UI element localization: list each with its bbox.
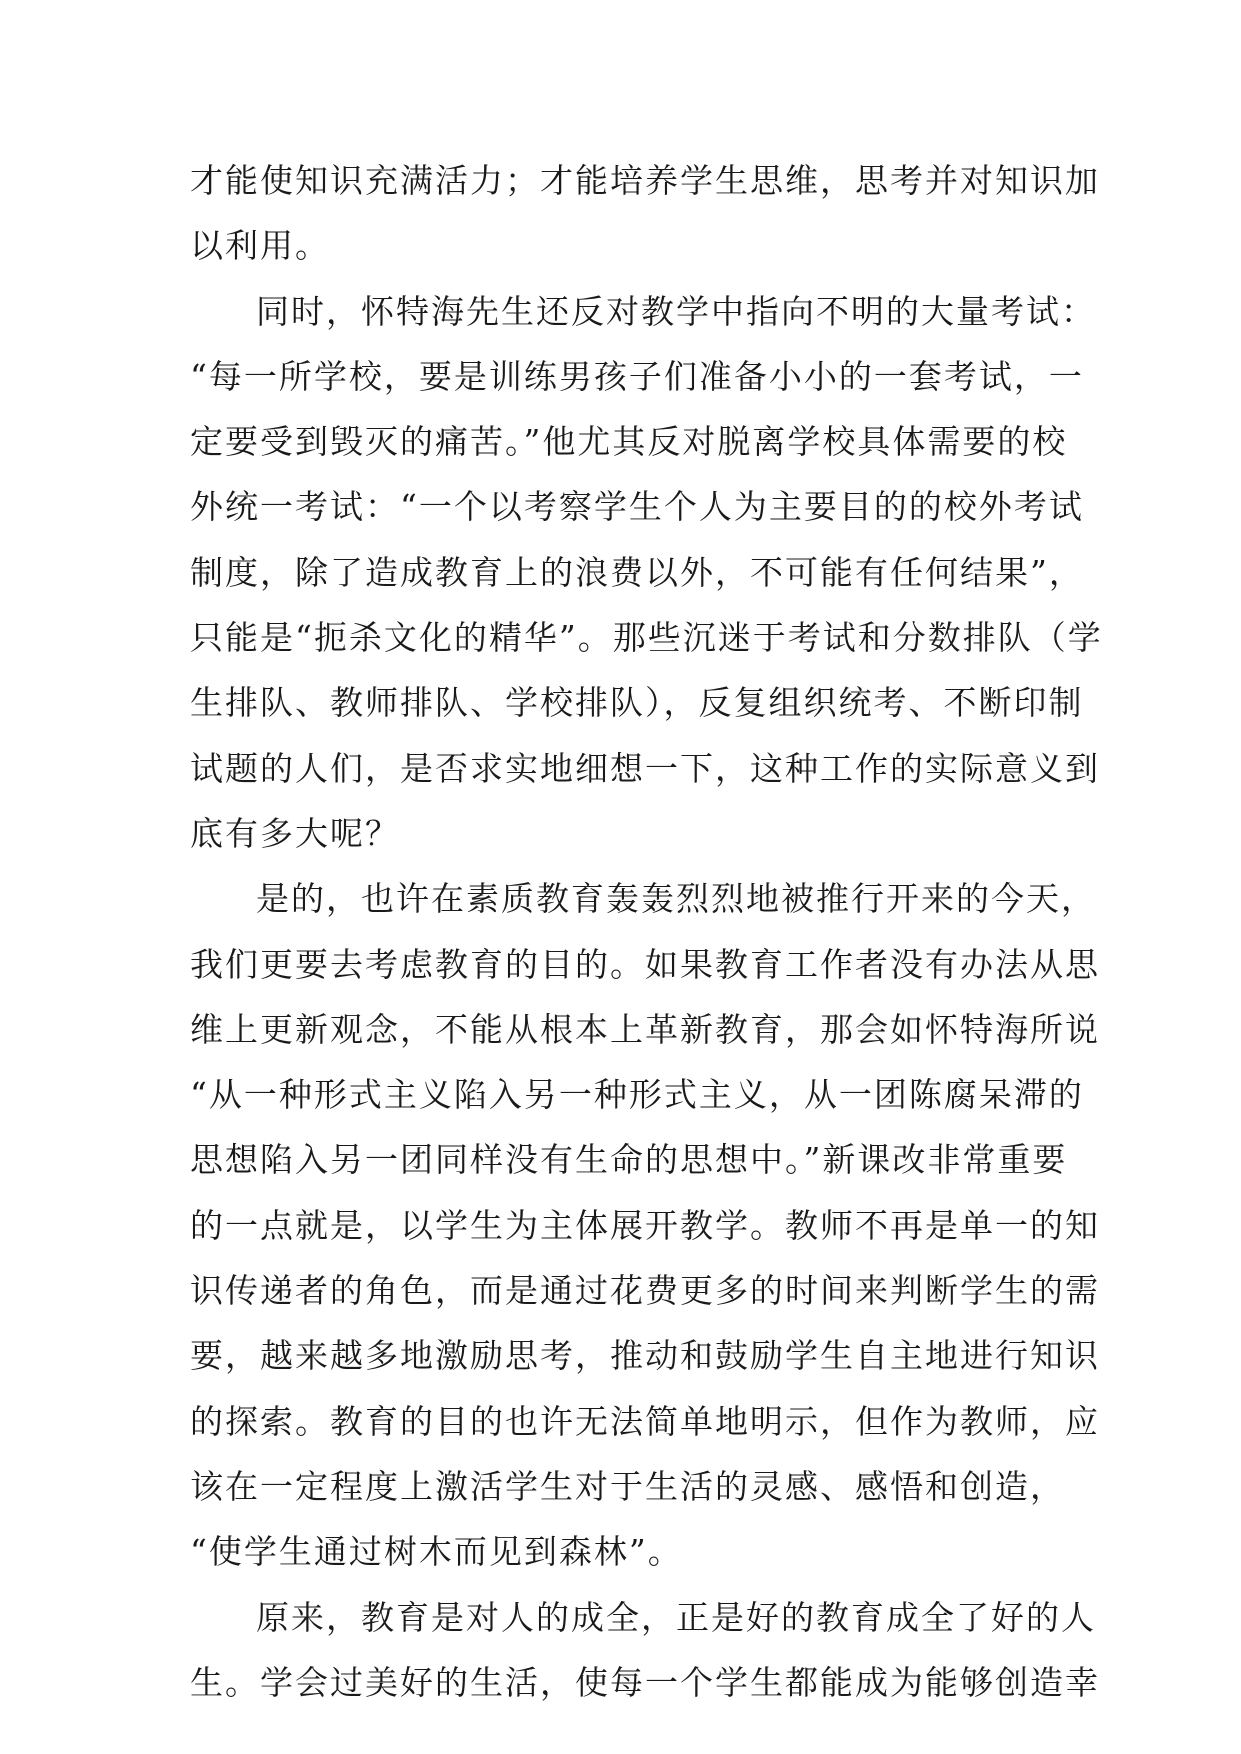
text-line: 才能使知识充满活力；才能培养学生思维，思考并对知识加	[190, 161, 1100, 200]
text-line: 底有多大呢？	[190, 813, 400, 853]
text-line: 的一点就是，以学生为主体展开教学。教师不再是单一的知	[190, 1205, 1100, 1245]
text-line: 定要受到毁灭的痛苦。”他尤其反对脱离学校具体需要的校	[190, 422, 1068, 462]
paragraph-start-line: 同时，怀特海先生还反对教学中指向不明的大量考试：	[256, 291, 1096, 331]
body-text	[190, 148, 1103, 1715]
text-line: 维上更新观念，不能从根本上革新教育，那会如怀特海所说	[190, 1009, 1100, 1049]
text-line: 生。学会过美好的生活，使每一个学生都能成为能够创造幸	[190, 1662, 1100, 1702]
text-line: 该在一定程度上激活学生对于生活的灵感、感悟和创造，	[190, 1466, 1065, 1506]
text-line: “从一种形式主义陷入另一种形式主义，从一团陈腐呆滞的	[190, 1075, 1084, 1115]
text-line: “每一所学校，要是训练男孩子们准备小小的一套考试，一	[190, 356, 1084, 396]
text-line: 只能是“扼杀文化的精华”。那些沉迷于考试和分数排队（学	[190, 618, 1103, 658]
paragraph-start-line: 原来，教育是对人的成全，正是好的教育成全了好的人	[256, 1597, 1096, 1637]
paragraph-start-line: 是的，也许在素质教育轰轰烈烈地被推行开来的今天，	[256, 879, 1096, 919]
text-line: 的探索。教育的目的也许无法简单地明示，但作为教师，应	[190, 1401, 1100, 1441]
text-line: 以利用。	[190, 226, 330, 266]
text-line: 外统一考试：“一个以考察学生个人为主要目的的校外考试	[190, 487, 1084, 527]
text-line: 要，越来越多地激励思考，推动和鼓励学生自主地进行知识	[190, 1336, 1100, 1376]
text-line: 思想陷入另一团同样没有生命的思想中。”新课改非常重要	[190, 1140, 1068, 1180]
text-line: “使学生通过树木而见到森林”。	[190, 1532, 683, 1572]
text-line: 识传递者的角色，而是通过花费更多的时间来判断学生的需	[190, 1271, 1100, 1311]
text-line: 我们更要去考虑教育的目的。如果教育工作者没有办法从思	[190, 944, 1100, 984]
text-line: 制度，除了造成教育上的浪费以外，不可能有任何结果”，	[190, 552, 1084, 592]
text-line: 试题的人们，是否求实地细想一下，这种工作的实际意义到	[190, 748, 1100, 788]
text-line: 生排队、教师排队、学校排队），反复组织统考、不断印制	[190, 683, 1084, 723]
